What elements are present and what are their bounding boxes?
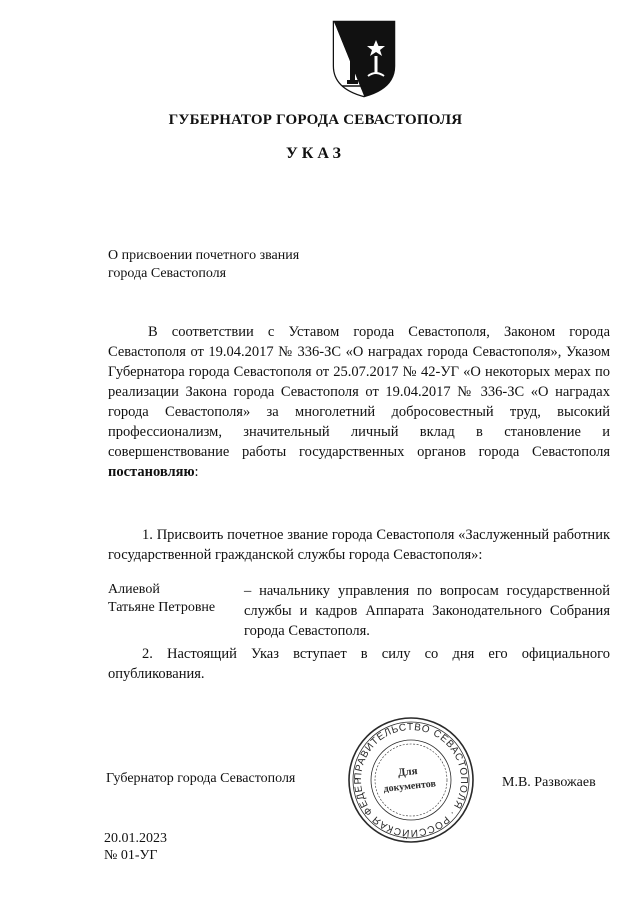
awardee-position: – начальнику управления по вопросам государственной службы и кадров Аппарата Законодательного Собрания города Севастополя. xyxy=(244,583,610,639)
subject-line-1: О присвоении почетного звания xyxy=(108,248,300,263)
item-1: 1. Присвоить почетное звание города Севастополя «Заслуженный работник государственной гражданской службы города Севастополя»: xyxy=(108,527,610,563)
preamble-colon: : xyxy=(194,464,199,480)
awardee-surname: Алиевой xyxy=(108,582,160,597)
document-type: УКАЗ xyxy=(286,145,345,162)
awardee-given-names: Татьяне Петровне xyxy=(108,600,216,615)
official-seal-icon xyxy=(346,715,476,845)
preamble-paragraph xyxy=(108,322,610,482)
decree-number: № 01-УГ xyxy=(104,848,158,863)
decree-footer xyxy=(104,830,167,864)
seal-center-text-1: Для xyxy=(397,765,419,780)
seal-outer-text: ПРАВИТЕЛЬСТВО СЕВАСТОПОЛЯ · РОССИЙСКАЯ ФЕДЕР xyxy=(352,721,470,839)
sevastopol-coat-of-arms-icon xyxy=(330,18,398,98)
preamble-text: В соответствии с Уставом города Севастополя, Законом города Севастополя от 19.04.2017 № 336-ЗС «О наградах города Севастополя», Указом Губернатора города Севастополя от 25.07.2017 № 42-УГ «О некоторых мерах по реализации Закона города Севастополя от 19.04.2017 № 336-ЗС «О наградах города Севастополя» за многолетний добросовестный труд, высокий профессионализм, значительный личный вклад в становление и совершенствование работы государственных органов города Севастополя xyxy=(108,324,610,460)
decree-word: постановляю xyxy=(108,464,195,480)
signatory-name: М.В. Развожаев xyxy=(502,775,596,790)
issuer-title: ГУБЕРНАТОР ГОРОДА СЕВАСТОПОЛЯ xyxy=(168,112,463,128)
item-2: 2. Настоящий Указ вступает в силу со дня его официального опубликования. xyxy=(108,646,610,682)
decree-subject xyxy=(108,247,299,283)
signatory-role: Губернатор города Севастополя xyxy=(106,771,296,786)
seal-center-text-2: документов xyxy=(383,778,437,795)
decree-date: 20.01.2023 xyxy=(104,831,167,846)
awardee-name xyxy=(108,581,215,617)
subject-line-2: города Севастополя xyxy=(108,266,227,281)
